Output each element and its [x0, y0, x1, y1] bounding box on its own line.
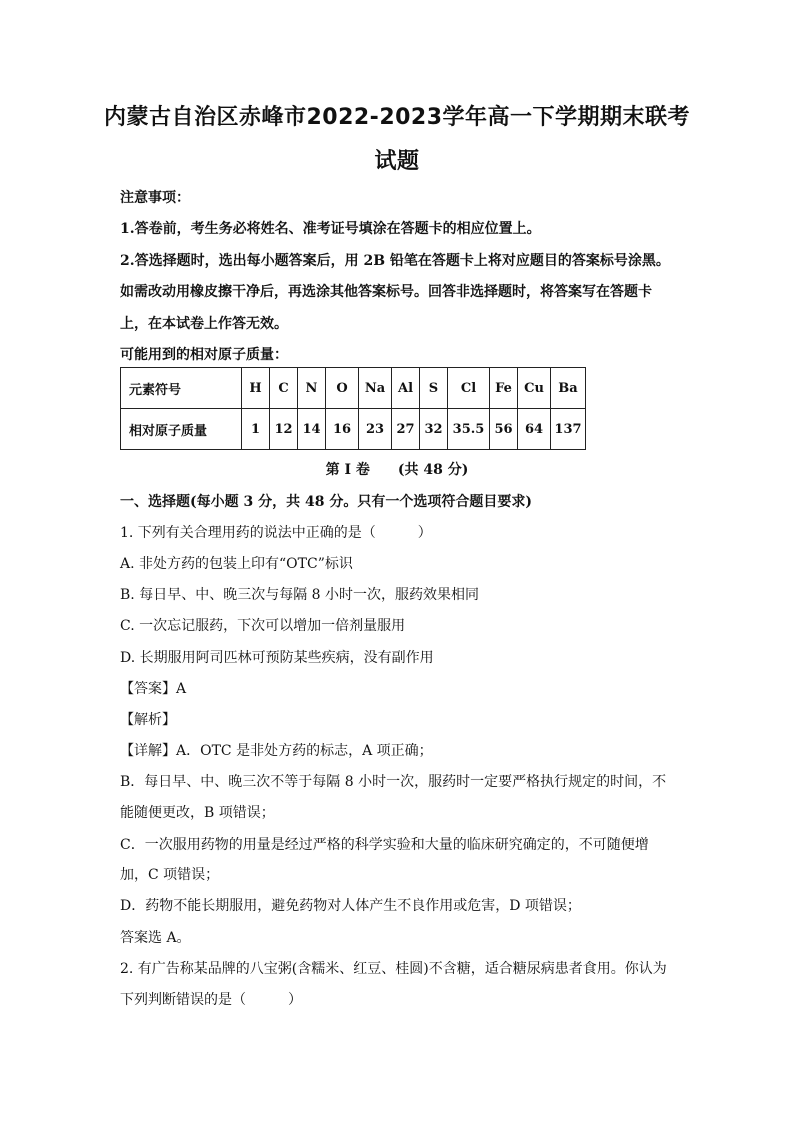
table-cell: H — [242, 368, 270, 409]
notes-item-2a: 2.答选择题时，选出每小题答案后，用 2B 铅笔在答题卡上将对应题目的答案标号涂黑。 — [120, 253, 670, 269]
table-cell: Ba — [551, 368, 586, 409]
question-1-option-a: A. 非处方药的包装上印有“OTC”标识 — [120, 556, 353, 572]
table-cell: 137 — [551, 409, 586, 450]
table-cell: C — [270, 368, 298, 409]
notes-item-2b: 如需改动用橡皮擦干净后，再选涂其他答案标号。回答非选择题时，将答案写在答题卡 — [120, 284, 652, 300]
section-heading: 一、选择题(每小题 3 分，共 48 分。只有一个选项符合题目要求) — [120, 494, 532, 510]
exam-title-line1: 内蒙古自治区赤峰市2022-2023学年高一下学期期末联考 — [103, 105, 691, 130]
question-1-option-c: C. 一次忘记服药，下次可以增加一倍剂量服用 — [120, 618, 406, 634]
table-cell: 64 — [518, 409, 551, 450]
notes-heading: 注意事项： — [120, 190, 190, 206]
table-cell: Fe — [490, 368, 518, 409]
question-1-answer: 【答案】A — [120, 681, 187, 697]
question-1-detail-line: 【详解】A．OTC 是非处方药的标志，A 项正确； — [120, 743, 433, 759]
notes-item-2c: 上，在本试卷上作答无效。 — [120, 316, 288, 332]
table-row-masses — [121, 409, 586, 450]
table-cell: O — [326, 368, 359, 409]
table-cell: 23 — [359, 409, 392, 450]
table-cell: 35.5 — [448, 409, 490, 450]
table-cell: 27 — [392, 409, 420, 450]
table-cell: S — [420, 368, 448, 409]
question-1-detail-line: D．药物不能长期服用，避免药物对人体产生不良作用或危害，D 项错误； — [120, 898, 581, 914]
question-1-analysis-label: 【解析】 — [120, 712, 176, 728]
volume-heading: 第 I 卷 (共 48 分) — [325, 462, 469, 478]
table-cell: Na — [359, 368, 392, 409]
question-1-option-b: B. 每日早、中、晚三次与每隔 8 小时一次，服药效果相同 — [120, 587, 479, 603]
row-label-mass: 相对原子质量 — [121, 409, 242, 450]
table-cell: Cl — [448, 368, 490, 409]
table-cell: 1 — [242, 409, 270, 450]
table-cell: 14 — [298, 409, 326, 450]
question-1-stem: 1. 下列有关合理用药的说法中正确的是（ ） — [120, 525, 432, 541]
table-cell: 32 — [420, 409, 448, 450]
table-cell: 12 — [270, 409, 298, 450]
table-cell: N — [298, 368, 326, 409]
question-1-detail-line: 加，C 项错误； — [120, 867, 220, 883]
table-cell: 16 — [326, 409, 359, 450]
question-1-detail-line: B．每日早、中、晚三次不等于每隔 8 小时一次，服药时一定要严格执行规定的时间，不 — [120, 774, 667, 790]
question-1-detail-line: C．一次服用药物的用量是经过严格的科学实验和大量的临床研究确定的，不可随便增 — [120, 837, 649, 853]
atom-table-caption: 可能用到的相对原子质量： — [120, 347, 288, 363]
table-cell: Cu — [518, 368, 551, 409]
row-label-symbol: 元素符号 — [121, 368, 242, 409]
question-2-stem-line2: 下列判断错误的是（ ） — [120, 992, 302, 1008]
question-1-conclusion: 答案选 A。 — [120, 930, 191, 946]
question-2-stem-line1: 2. 有广告称某品牌的八宝粥(含糯米、红豆、桂圆)不含糖，适合糖尿病患者食用。你认为 — [120, 961, 667, 977]
question-1-detail-line: 能随便更改，B 项错误； — [120, 805, 275, 821]
table-cell: 56 — [490, 409, 518, 450]
notes-item-1: 1.答卷前，考生务必将姓名、准考证号填涂在答题卡的相应位置上。 — [120, 221, 541, 237]
table-row-symbols — [121, 368, 586, 409]
question-1-option-d: D. 长期服用阿司匹林可预防某些疾病，没有副作用 — [120, 650, 434, 666]
atomic-mass-table — [120, 367, 586, 450]
exam-title-line2: 试题 — [374, 149, 420, 174]
table-cell: Al — [392, 368, 420, 409]
